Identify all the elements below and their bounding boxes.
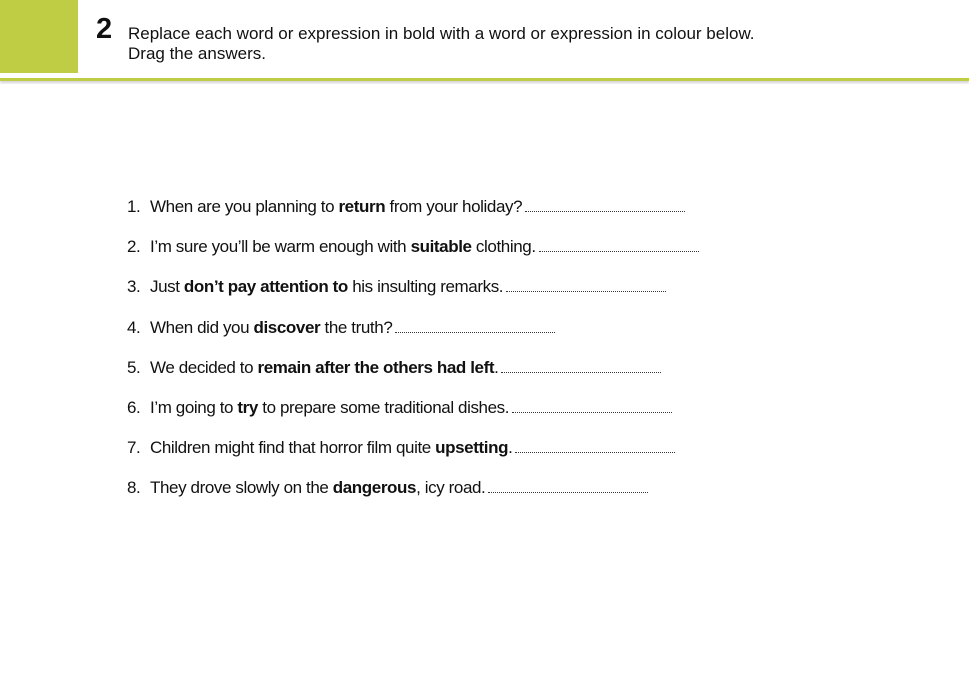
item-number: 7. (127, 438, 141, 458)
item-number: 8. (127, 478, 141, 498)
bold-expression: remain after the others had left (257, 357, 495, 377)
bold-expression: don’t pay attention to (183, 277, 348, 297)
sentence-text-after: . (508, 438, 513, 458)
sentence-item (127, 437, 699, 477)
answer-drop-zone[interactable] (506, 277, 666, 292)
header-rule (0, 78, 969, 81)
instructions (128, 24, 755, 64)
sentence-text-before: They drove slowly on the (150, 478, 333, 498)
bold-expression: try (237, 397, 258, 417)
instruction-line-2: Drag the answers. (128, 44, 266, 63)
sentence-text-before: We decided to (150, 357, 258, 377)
sentence-item (127, 477, 699, 517)
answer-drop-zone[interactable] (512, 398, 672, 413)
answer-drop-zone[interactable] (395, 318, 555, 333)
sentence-item (127, 236, 699, 276)
sentence-text-before: When did you (150, 317, 254, 337)
instruction-line-1: Replace each word or expression in bold with a word or expression in colour below. (128, 24, 755, 43)
accent-block (0, 0, 78, 73)
sentence-text-after: from your holiday? (385, 197, 523, 216)
answer-drop-zone[interactable] (539, 237, 699, 252)
sentence-item (127, 357, 699, 397)
answer-drop-zone[interactable] (488, 478, 648, 493)
answer-drop-zone[interactable] (501, 358, 661, 373)
sentence-text-after: the truth? (320, 317, 393, 337)
sentence-item (127, 196, 699, 236)
exercise-header (0, 0, 969, 78)
item-number: 6. (127, 397, 141, 417)
sentence-text-before: Children might find that horror film quite (150, 438, 436, 458)
sentence-text-after: his insulting remarks. (347, 277, 504, 297)
bold-expression: discover (253, 317, 321, 337)
answer-drop-zone[interactable] (525, 197, 685, 212)
sentence-text-after: , icy road. (416, 478, 486, 498)
bold-expression: return (338, 197, 386, 216)
item-number: 4. (127, 317, 141, 337)
sentence-item (127, 276, 699, 316)
sentence-text-after: clothing. (471, 237, 536, 257)
exercise-number: 2 (96, 13, 113, 45)
item-number: 2. (127, 237, 141, 257)
sentence-item (127, 397, 699, 437)
answer-drop-zone[interactable] (515, 438, 675, 453)
sentence-item (127, 317, 699, 357)
sentence-list (127, 196, 699, 518)
sentence-text-before: I’m sure you’ll be warm enough with (150, 237, 411, 257)
sentence-text-after: . (494, 357, 499, 377)
sentence-text-before: When are you planning to (150, 197, 339, 216)
item-number: 1. (127, 197, 141, 216)
bold-expression: dangerous (332, 478, 417, 498)
sentence-text-before: Just (150, 277, 184, 297)
sentence-text-after: to prepare some traditional dishes. (257, 397, 510, 417)
item-number: 5. (127, 357, 141, 377)
bold-expression: upsetting (435, 438, 509, 458)
bold-expression: suitable (410, 237, 472, 257)
sentence-text-before: I’m going to (150, 397, 238, 417)
item-number: 3. (127, 277, 141, 297)
